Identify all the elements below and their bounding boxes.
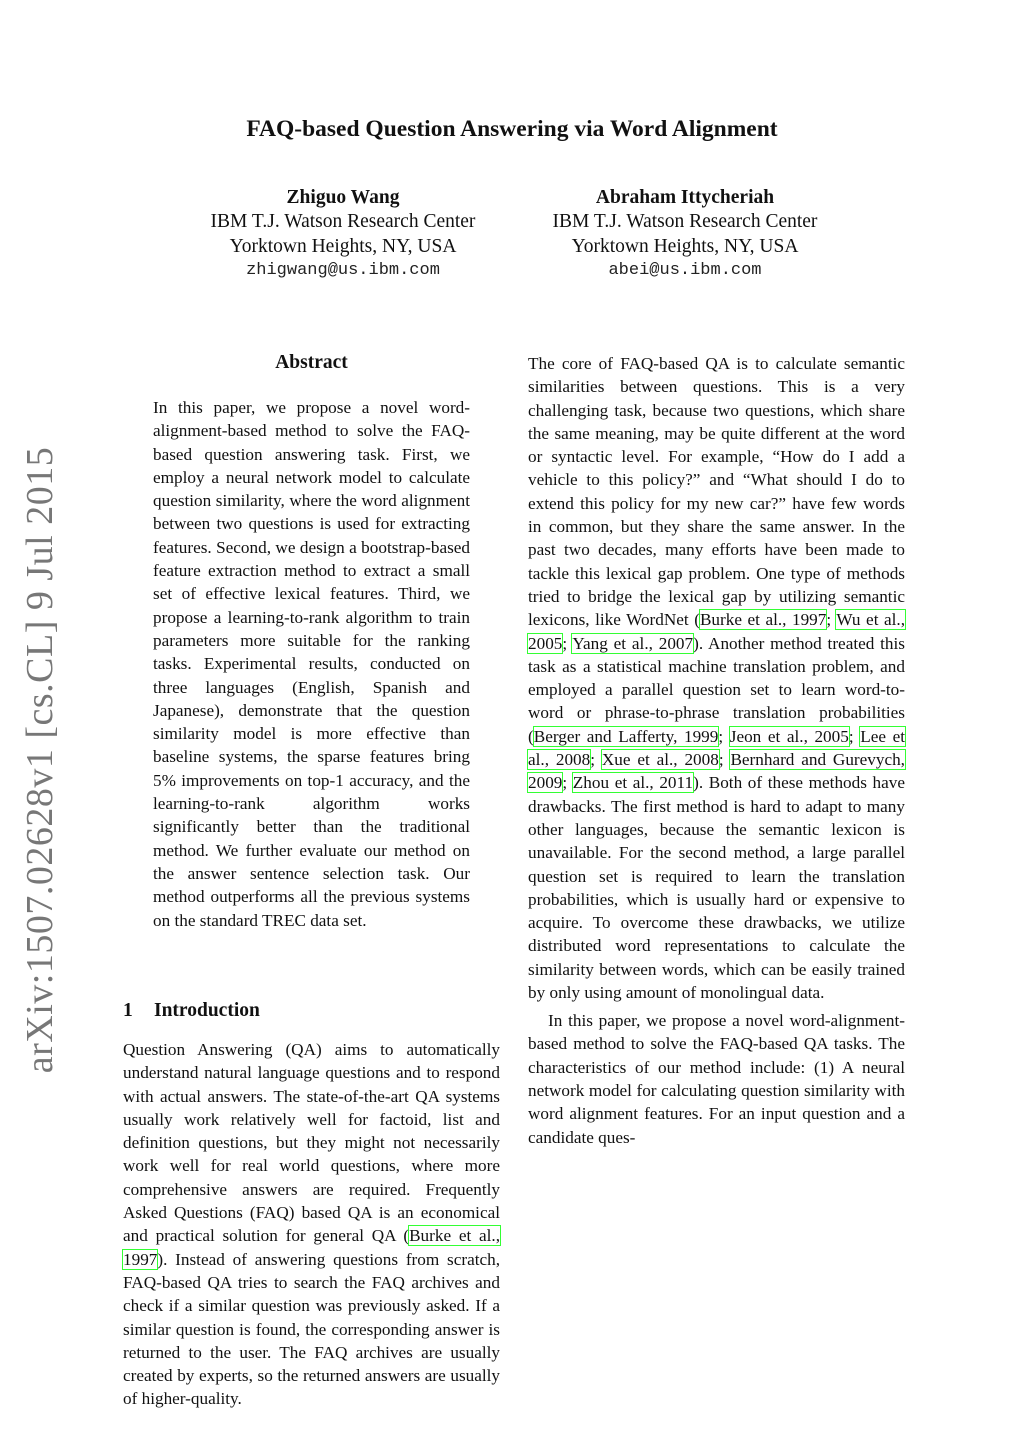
- citation-link[interactable]: Berger and Lafferty, 1999: [533, 726, 719, 746]
- arxiv-stamp: [10, 446, 70, 1074]
- abstract-heading: Abstract: [275, 352, 348, 373]
- citation-link[interactable]: Bernhard and Gurevych, 2009: [528, 750, 905, 793]
- citation-link[interactable]: Lee et al., 2008: [528, 726, 905, 770]
- citation-link[interactable]: Yang et al., 2007: [572, 633, 694, 653]
- author-name: Zhiguo Wang: [286, 187, 400, 208]
- citation-link[interactable]: Burke et al., 1997: [123, 1226, 501, 1269]
- intro-p2-text-end: ). Both of these methods have drawbacks. The first method is hard to adapt to many other languages, because the semantic lexicon is unavailable. For the second method, a large parallel question set is required to learn the translation probabilities, which is usually hard or expensive to acquire. To overcome these drawbacks, we utilize distributed word representations to calculate the similarity between words, which can be easily trained by only using amount of monolingual data.: [528, 773, 905, 1003]
- author-block-2: [525, 186, 845, 283]
- intro-p2-text: The core of FAQ-based QA is to calculate semantic similarities between questions. This is a very challenging task, because two questions, which share the same meaning, may be quite different at the word or syntactic level. For example, “How do I add a vehicle to this policy?” and “What should I do to extend this policy for my new car?” have few words in common, but they share the same answer. In the past two decades, many efforts have been made to tackle this lexical gap problem. One type of methods tried to bridge the lexical gap by utilizing semantic lexicons, like WordNet (: [528, 354, 905, 630]
- intro-paragraph-2: The core of FAQ-based QA is to calculate semantic similarities between questions. This is a very challenging task, because two questions, which share the same meaning, may be quite different at the word or syntactic level. For example, “How do I add a vehicle to this policy?” and “What should I do to extend this policy for my new car?” have few words in common, but they share the same answer. In the past two decades, many efforts have been made to tackle this lexical gap problem. One type of methods tried to bridge the lexical gap by utilizing semantic lexicons, like WordNet (Burke et al., 1997; Wu et al., 2005; Yang et al., 2007). Another method treated this task as a statistical machine translation problem, and employed a parallel question set to learn word-to-word or phrase-to-phrase translation probabilities (Berger and Lafferty, 1999; Jeon et al., 2005; Lee et al., 2008; Xue et al., 2008; Bernhard and Gurevych, 2009; Zhou et al., 2011). Both of these methods have drawbacks. The first method is hard to adapt to many other languages, because the semantic lexicon is unavailable. For the second method, a large parallel question set is required to learn the translation probabilities, which is usually hard or expensive to acquire. To overcome these drawbacks, we utilize distributed word representations to calculate the similarity between words, which can be easily trained by only using amount of monolingual data.: [528, 354, 906, 1003]
- author-block-1: [183, 186, 503, 283]
- author-email: abei@us.ibm.com: [608, 260, 762, 280]
- author-email: zhigwang@us.ibm.com: [246, 260, 440, 280]
- section-number: 1: [123, 1000, 133, 1021]
- arxiv-stamp-text: arXiv:1507.02628v1 [cs.CL] 9 Jul 2015: [19, 446, 62, 1074]
- author-location: Yorktown Heights, NY, USA: [229, 235, 457, 257]
- intro-paragraph-3: In this paper, we propose a novel word-alignment-based method to solve the FAQ-based QA tasks. The characteristics of our method include: (1) A neural network model for calculating question similarity with word alignment features. For an input question and a candidate ques-: [528, 1011, 905, 1147]
- citation-link[interactable]: Jeon et al., 2005: [729, 726, 849, 746]
- section-heading-introduction: [123, 1000, 500, 1022]
- right-column: [528, 352, 905, 1149]
- author-location: Yorktown Heights, NY, USA: [571, 235, 799, 257]
- author-affiliation: IBM T.J. Watson Research Center: [552, 211, 818, 233]
- author-affiliation: IBM T.J. Watson Research Center: [210, 211, 476, 233]
- citation-link[interactable]: Xue et al., 2008: [601, 750, 719, 770]
- intro-p1-text: Question Answering (QA) aims to automatically understand natural language questions and to respond with actual answers. The state-of-the-art QA systems usually work relatively well for factoid, list and definition questions, but they might not necessarily work well for real world questions, where more comprehensive answers are required. Frequently Asked Questions (FAQ) based QA is an economical and practical solution for general QA (: [123, 1040, 500, 1246]
- author-name: Abraham Ittycheriah: [595, 187, 775, 208]
- citation-link[interactable]: Burke et al., 1997: [699, 610, 827, 630]
- citation-link[interactable]: Wu et al., 2005: [528, 610, 906, 653]
- section-title: Introduction: [154, 1000, 260, 1021]
- intro-p2-text-cont: ). Another method treated this task as a statistical machine translation problem, and employed a parallel question set to learn word-to-word or phrase-to-phrase translation probabilities (: [528, 633, 905, 746]
- intro-paragraph-1: [123, 1038, 500, 1411]
- intro-p1-text-cont: ). Instead of answering questions from scratch, FAQ-based QA tries to search the FAQ archives and check if a similar question was previously asked. If a similar question is found, the corresponding answer is returned to the user. The FAQ archives are usually created by experts, so the returned answers are usually of higher-quality.: [123, 1249, 500, 1409]
- abstract-text: In this paper, we propose a novel word-alignment-based method to solve the FAQ-based question answering task. First, we employ a neural network model to calculate question similarity, where the word alignment between two questions is used for extracting features. Second, we design a bootstrap-based feature extraction method to extract a small set of effective lexical features. Third, we propose a learning-to-rank algorithm to train parameters more suitable for the ranking tasks. Experimental results, conducted on three languages (English, Spanish and Japanese), demonstrate that the question similarity model is more effective than baseline systems, the sparse features bring 5% improvements on top-1 accuracy, and the learning-to-rank algorithm works significantly better than the traditional method. We further evaluate our method on the answer sentence selection task. Our method outperforms all the previous systems on the standard TREC data set.: [153, 398, 470, 930]
- citation-link[interactable]: Zhou et al., 2011: [572, 773, 694, 793]
- paper-title: FAQ-based Question Answering via Word Alignment: [246, 116, 778, 142]
